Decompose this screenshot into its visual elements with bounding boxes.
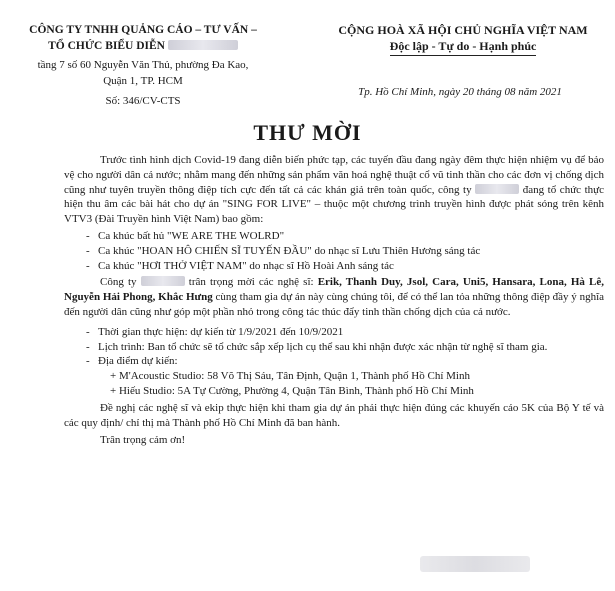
letter-body (64, 153, 604, 448)
redacted-company (475, 184, 519, 194)
location-entry: + Hiếu Studio: 5A Tự Cường, Phường 4, Quận Tân Bình, Thành phố Hồ Chí Minh (110, 384, 474, 397)
sender-header (18, 22, 268, 109)
request-paragraph: Đề nghị các nghệ sĩ và ekip thực hiện khi tham gia dự án phải thực hiện đúng các khuyến cáo 5K của Bộ Y tế và các quy định/ chỉ thị mà Thành phố Hồ Chí Minh đã ban hành. (64, 401, 604, 429)
list-item: - Thời gian thực hiện: dự kiến từ 1/9/2021 đến 10/9/2021 (86, 325, 604, 340)
redacted-company (141, 276, 185, 286)
redacted-company-name (168, 40, 238, 50)
artist-names: Erik, Thanh Duy, Jsol, Cara, Uni5, Hansara, Lona, Hà Lê, Nguyễn Hải Phong, Khắc Hưng (64, 276, 604, 304)
list-item: - Ca khúc "HƠI THỞ VIỆT NAM" do nhạc sĩ Hồ Hoài Anh sáng tác (86, 259, 604, 274)
letter-title: THƯ MỜI (253, 120, 362, 145)
document-number: Số: 346/CV-CTS (105, 95, 181, 107)
list-item: - Ca khúc bất hủ "WE ARE THE WOLRD" (86, 229, 604, 244)
detail-list (86, 325, 604, 399)
list-item: - Địa điểm dự kiến: + M'Acoustic Studio: 58 Võ Thị Sáu, Tân Định, Quận 1, Thành phố Hồ Chí Minh + Hiếu Studio: 5A Tự Cường, Phường 4, Quận Tân Bình, Thành phố Hồ Chí Minh (86, 354, 604, 398)
invitation-paragraph: Công ty trân trọng mời các nghệ sĩ: Erik, Thanh Duy, Jsol, Cara, Uni5, Hansara, Lona, Hà Lê, Nguyễn Hải Phong, Khắc Hưng cùng tham gia dự án này cùng chúng tôi, để có thể lan tỏa những thông điệp đầy ý nghĩa đến người dân cũng như góp một phần nhỏ trong công tác thúc đẩy tinh thần chống dịch của cả nước. (64, 276, 605, 318)
location-entry: + M'Acoustic Studio: 58 Võ Thị Sáu, Tân Định, Quận 1, Thành phố Hồ Chí Minh (110, 370, 470, 383)
list-item: - Lịch trình: Ban tổ chức sẽ tổ chức sắp xếp lịch cụ thể sau khi nhận được xác nhận từ nghệ sĩ tham gia. (86, 340, 604, 355)
intro-paragraph: Trước tình hình dịch Covid-19 đang diễn biến phức tạp, các tuyến đầu đang ngày đêm thực hiện nhiệm vụ để bảo vệ cho người dân cả nước; nhằm mang đến những sản phẩm văn hoá nghệ thuật cổ vũ tinh thần cho các đơn vị chống dịch cũng như tuyên truyền thông điệp tích cực đến tất cả các khán giả trên toàn quốc, công ty đang tổ chức thực hiện thu âm các bài hát cho dự án "SING FOR LIVE" – thuộc một chương trình truyền hình được phát sóng trên kênh VTV3 (Đài Truyền hình Việt Nam) bao gồm: (64, 154, 605, 226)
list-item: - Ca khúc "HOAN HÔ CHIẾN SĨ TUYẾN ĐẦU" do nhạc sĩ Lưu Thiên Hương sáng tác (86, 244, 604, 259)
national-motto: Độc lập - Tự do - Hạnh phúc (390, 38, 537, 56)
redacted-signature-block (420, 556, 530, 572)
song-list (86, 229, 604, 273)
national-header (318, 22, 608, 56)
nation-name: CỘNG HOÀ XÃ HỘI CHỦ NGHĨA VIỆT NAM (338, 23, 588, 37)
letter-date: Tp. Hồ Chí Minh, ngày 20 tháng 08 năm 2021 (358, 86, 562, 98)
closing-line: Trân trọng cảm ơn! (100, 434, 186, 447)
company-address: tầng 7 số 60 Nguyễn Văn Thủ, phường Đa Kao, Quận 1, TP. HCM (37, 59, 249, 87)
company-name: CÔNG TY TNHH QUẢNG CÁO – TƯ VẤN – TỔ CHỨC BIỂU DIỄN (29, 24, 257, 52)
